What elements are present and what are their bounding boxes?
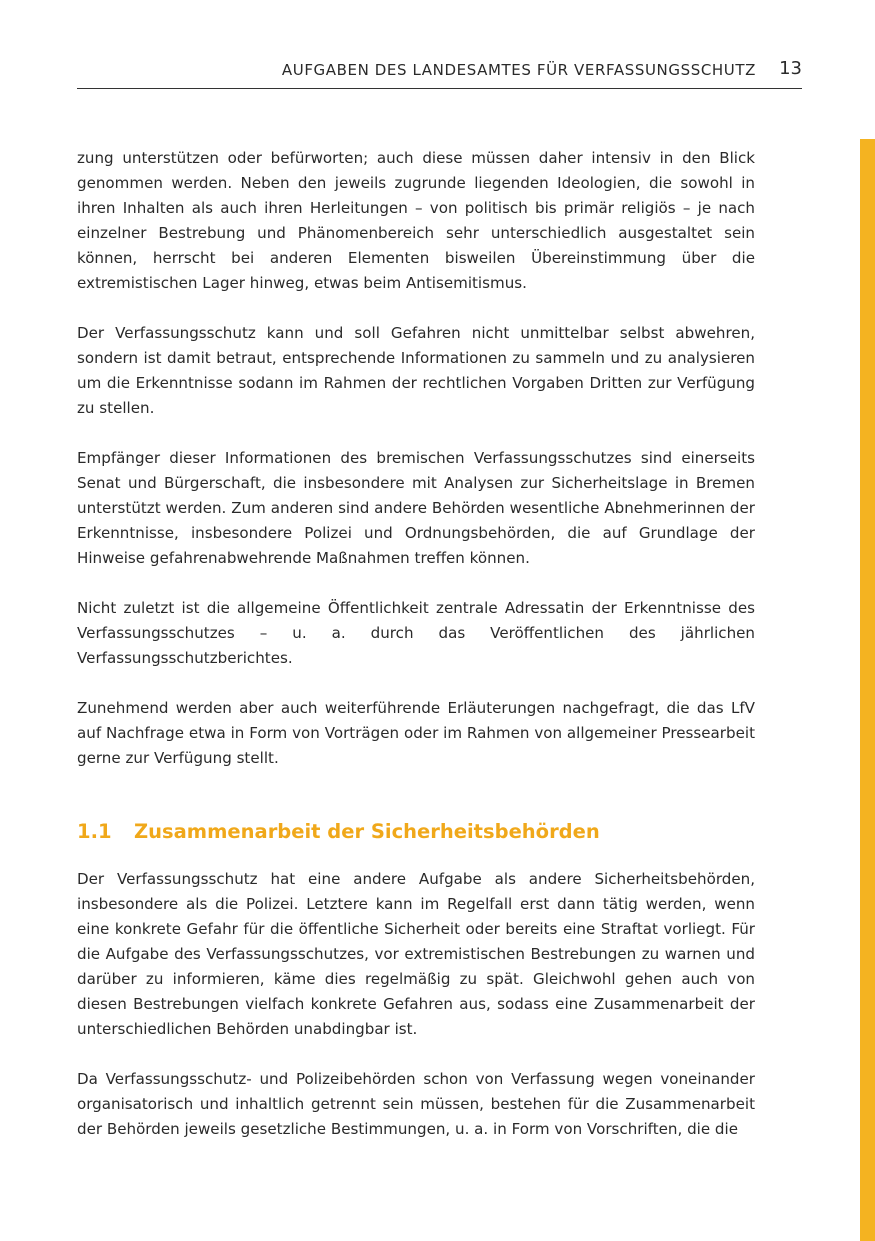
page-body — [77, 146, 755, 1167]
page-number: 13 — [779, 58, 802, 79]
section-title: Zusammenarbeit der Sicherheitsbehörden — [134, 820, 600, 843]
section-paragraph-1: Der Verfassungsschutz hat eine andere Aufgabe als andere Sicherheitsbehörden, insbesondere als die Polizei. Letztere kann im Regelfall erst dann tätig werden, wenn eine konkrete Gefahr für die öffentliche Sicherheit oder bereits eine Straftat vorliegt. Für die Aufgabe des Verfassungsschutzes, vor extremistischen Bestrebungen zu warnen und darüber zu informieren, käme dies regelmäßig zu spät. Gleichwohl gehen auch von diesen Bestrebungen vielfach konkrete Gefahren aus, sodass eine Zusammenarbeit der unterschiedlichen Behörden unabdingbar ist. — [77, 870, 755, 1038]
section-number: 1.1 — [77, 820, 112, 843]
body-paragraph-4: Nicht zuletzt ist die allgemeine Öffentlichkeit zentrale Adressatin der Erkenntnisse des Verfassungsschutzes – u. a. durch das Veröffentlichen des jährlichen Verfassungsschutzberichtes. — [77, 599, 755, 667]
body-paragraph-2: Der Verfassungsschutz kann und soll Gefahren nicht unmittelbar selbst abwehren, sondern ist damit betraut, entsprechende Informationen zu sammeln und zu analysieren um die Erkenntnisse sodann im Rahmen der rechtlichen Vorgaben Dritten zur Verfügung zu stellen. — [77, 324, 755, 417]
body-paragraph-3: Empfänger dieser Informationen des bremischen Verfassungsschutzes sind einerseits Senat und Bürgerschaft, die insbesondere mit Analysen zur Sicherheitslage in Bremen unterstützt werden. Zum anderen sind andere Behörden wesentliche Abnehmerinnen der Erkenntnisse, insbesondere Polizei und Ordnungsbehörden, die auf Grundlage der Hinweise gefahrenabwehrende Maßnahmen treffen können. — [77, 449, 755, 567]
body-paragraph-1: zung unterstützen oder befürworten; auch diese müssen daher intensiv in den Blick genommen werden. Neben den jeweils zugrunde liegenden Ideologien, die sowohl in ihren Inhalten als auch ihren Herleitungen – von politisch bis primär religiös – je nach einzelner Bestrebung und Phänomenbereich sehr unterschiedlich ausgestaltet sein können, herrscht bei anderen Elementen bisweilen Übereinstimmung über die extremistischen Lager hinweg, etwas beim Antisemitismus. — [77, 149, 755, 292]
running-header-title: AUFGABEN DES LANDESAMTES FÜR VERFASSUNGSSCHUTZ — [281, 61, 756, 79]
chapter-accent-bar — [860, 139, 875, 1241]
body-paragraph-5: Zunehmend werden aber auch weiterführende Erläuterungen nachgefragt, die das LfV auf Nachfrage etwa in Form von Vorträgen oder im Rahmen von allgemeiner Pressearbeit gerne zur Verfügung stellt. — [77, 699, 755, 767]
section-heading — [77, 819, 755, 845]
section-paragraph-2: Da Verfassungsschutz- und Polizeibehörden schon von Verfassung wegen voneinander organisatorisch und inhaltlich getrennt sein müssen, bestehen für die Zusammenarbeit der Behörden jeweils gesetzliche Bestimmungen, u. a. in Form von Vorschriften, die die — [77, 1070, 755, 1138]
running-header — [77, 56, 802, 89]
